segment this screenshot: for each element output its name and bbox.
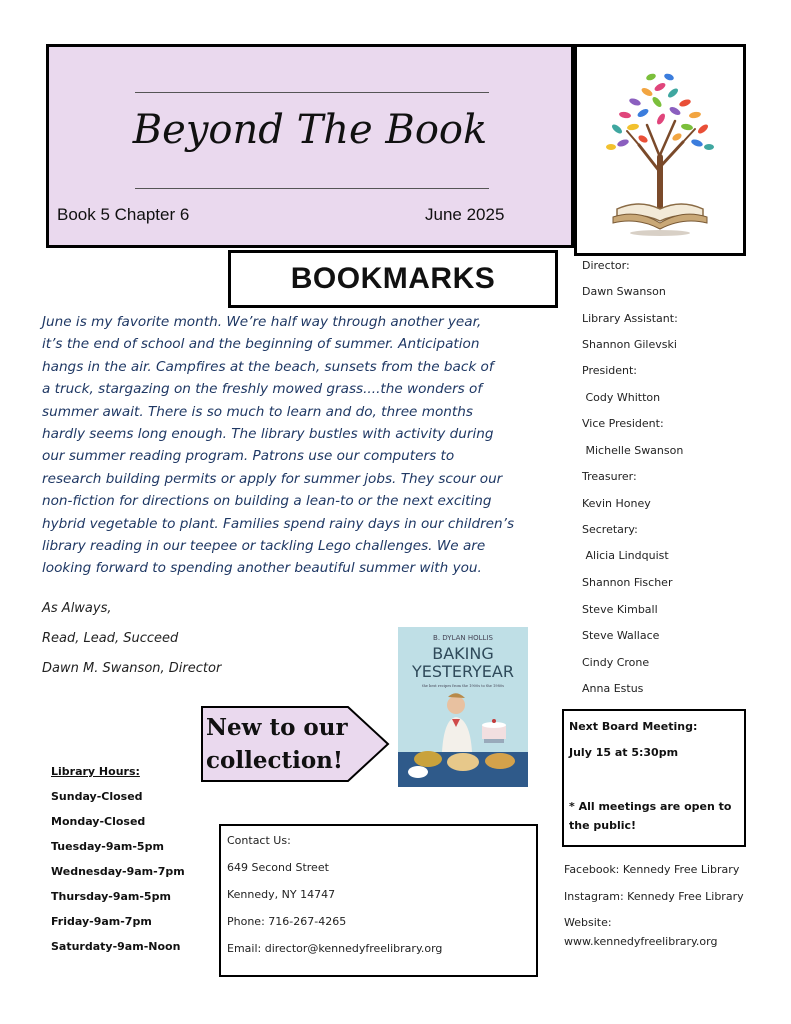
book-subtitle: the best recipes from the 1900s to the 1980s — [422, 684, 504, 688]
article-line: research building permits or apply for summer jobs. They scour our — [42, 470, 503, 487]
masthead — [46, 44, 574, 248]
officer-line: Dawn Swanson — [582, 285, 666, 298]
facebook-text: Facebook: Kennedy Free Library — [564, 863, 740, 876]
book-cover-image — [398, 627, 528, 787]
newsletter-title: Beyond The Book — [132, 107, 488, 153]
section-header-box — [228, 250, 558, 308]
title-rule-bottom — [135, 188, 489, 189]
book-title-line2: YESTERYEAR — [412, 662, 514, 681]
officer-line: Steve Kimball — [582, 603, 658, 616]
hours-day: Wednesday-9am-7pm — [51, 865, 185, 878]
officer-line: Shannon Fischer — [582, 576, 673, 589]
board-date: July 15 at 5:30pm — [569, 746, 679, 759]
new-collection-line2: collection! — [206, 747, 343, 774]
article-line: hardly seems long enough. The library bustles with activity during — [42, 426, 494, 443]
arrow-shape-icon — [200, 705, 392, 783]
issue-date: June 2025 — [425, 205, 505, 224]
section-title: BOOKMARKS — [290, 262, 496, 295]
new-collection-line1: New to our — [206, 714, 348, 741]
contact-box — [219, 824, 538, 977]
article-body — [42, 311, 554, 580]
officer-line: Vice President: — [582, 417, 664, 430]
officer-line: Anna Estus — [582, 682, 644, 695]
contact-city: Kennedy, NY 14747 — [227, 888, 336, 901]
issue-volume: Book 5 Chapter 6 — [57, 205, 190, 224]
officer-line: Steve Wallace — [582, 629, 660, 642]
hours-day: Saturdaty-9am-Noon — [51, 940, 181, 953]
tree-book-logo-icon — [577, 47, 743, 253]
closing-text: As Always, — [42, 601, 112, 616]
contact-email: Email: director@kennedyfreelibrary.org — [227, 942, 443, 955]
officer-line: Kevin Honey — [582, 497, 651, 510]
book-title-line1: BAKING — [432, 644, 494, 663]
officer-line: Alicia Lindquist — [582, 549, 669, 562]
hours-day: Thursday-9am-5pm — [51, 890, 171, 903]
hours-day: Tuesday-9am-5pm — [51, 840, 164, 853]
article-line: hybrid vegetable to plant. Families spend rainy days in our children’s — [42, 515, 515, 532]
instagram-text: Instagram: Kennedy Free Library — [564, 890, 744, 903]
board-meeting-box — [562, 709, 746, 847]
article-line: summer await. There is so much to learn and do, three months — [42, 403, 473, 420]
signature-text: Dawn M. Swanson, Director — [42, 661, 222, 676]
book-cover-art — [398, 627, 528, 787]
officer-line: Cody Whitton — [582, 391, 661, 404]
article-line: a truck, stargazing on the freshly mowed grass....the wonders of — [42, 381, 483, 398]
officer-line: Cindy Crone — [582, 656, 650, 669]
book-author: B. DYLAN HOLLIS — [433, 634, 493, 642]
hours-day: Friday-9am-7pm — [51, 915, 152, 928]
article-line: library reading in our teepee or tackling Lego challenges. We are — [42, 538, 486, 555]
article-line: looking forward to spending another beautiful summer with you. — [42, 560, 482, 577]
officer-line: Michelle Swanson — [582, 444, 684, 457]
article-line: our summer reading program. Patrons use our computers to — [42, 448, 455, 465]
title-rule-top — [135, 92, 489, 93]
board-heading: Next Board Meeting: — [569, 720, 698, 733]
hours-day: Sunday-Closed — [51, 790, 143, 803]
article-line: June is my favorite month. We’re half way through another year, — [42, 314, 482, 330]
board-note: * All meetings are open to the public! — [569, 800, 732, 832]
website-link[interactable]: www.kennedyfreelibrary.org — [564, 935, 718, 948]
officer-line: Director: — [582, 259, 630, 272]
article-line: non-fiction for directions on building a lean-to or the next exciting — [42, 493, 492, 510]
officer-line: Library Assistant: — [582, 312, 678, 325]
officer-line: President: — [582, 364, 638, 377]
article-line: it’s the end of school and the beginning of summer. Anticipation — [42, 336, 480, 353]
contact-address: 649 Second Street — [227, 861, 329, 874]
officer-line: Treasurer: — [582, 470, 637, 483]
hours-day: Monday-Closed — [51, 815, 146, 828]
new-collection-callout — [200, 705, 392, 788]
website-label: Website: — [564, 916, 612, 929]
logo-box — [574, 44, 746, 256]
officer-line: Shannon Gilevski — [582, 338, 677, 351]
contact-heading: Contact Us: — [227, 834, 291, 847]
motto-text: Read, Lead, Succeed — [42, 631, 179, 646]
hours-title: Library Hours: — [51, 765, 140, 778]
contact-phone: Phone: 716-267-4265 — [227, 915, 347, 928]
officer-line: Secretary: — [582, 523, 638, 536]
article-line: hangs in the air. Campfires at the beach, sunsets from the back of — [42, 358, 494, 375]
